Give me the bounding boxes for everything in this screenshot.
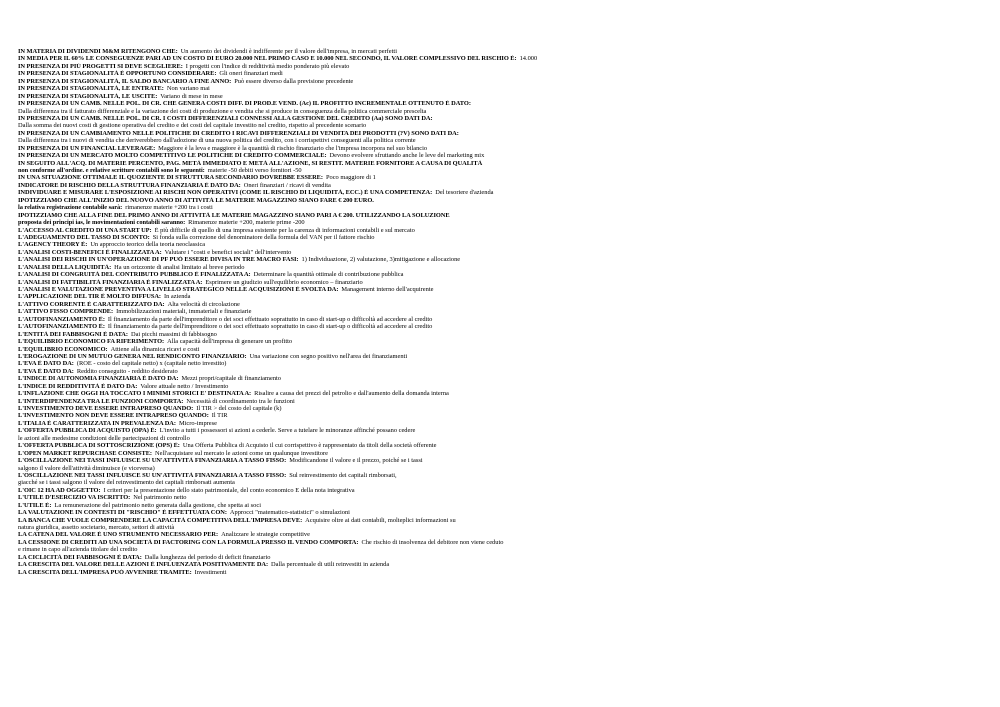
answer-text: materie -50 debiti verso fornitori -50 (207, 167, 302, 174)
answer-text: Attiene alla dinamica ricavi e costi (110, 345, 200, 353)
document-line (18, 487, 986, 494)
question-text: IN PRESENZA DI STAGIONALITÀ È OPPORTUNO CONSIDERARE: (18, 70, 217, 78)
document-line (18, 197, 986, 204)
answer-text: I criteri per la presentazione dello stato patrimoniale, del conto economico E della nota integrativa (103, 486, 355, 494)
answer-text: Analizzare le strategie competitive (221, 531, 310, 539)
question-text: IN PRESENZA DI STAGIONALITÀ, LE USCITE: (18, 92, 158, 100)
document-line (18, 398, 986, 405)
question-text: L'ATTIVO CORRENTE È CARATTERIZZATO DA: (18, 300, 165, 308)
document-line (18, 450, 986, 457)
document-line (18, 271, 986, 278)
document-line (18, 442, 986, 449)
document-line (18, 494, 986, 501)
answer-text: Dalla differenza tra i nuovi di vendita che deriverebbero dall'adozione di una nuova politica del credito, con i corrispettivi conseguenti alla politica corrente (18, 137, 416, 145)
question-text: L'AGENCY THEORY È: (18, 241, 88, 249)
answer-text: Micro-imprese (178, 419, 217, 427)
question-text: L'UTILE È: (18, 501, 52, 509)
document-line (18, 160, 986, 167)
answer-text: natura giuridica, assetto societario, mercato, settori di attività (18, 524, 175, 531)
answer-text: Il TIR (211, 412, 228, 420)
question-text: L'ENTITÀ DEI FABBISOGNI È DATA: (18, 330, 128, 338)
document-line (18, 249, 986, 256)
answer-text: In azienda (164, 293, 191, 301)
question-text: L'EQUILIBRIO ECONOMICO FA RIFERIMENTO: (18, 338, 165, 346)
answer-text: Esprimere un giudizio sull'equilibrio economico – finanziario (205, 278, 363, 286)
document-line (18, 241, 986, 248)
document-line (18, 167, 986, 174)
document-line (18, 546, 986, 553)
question-text: LA VALUTAZIONE IN CONTESTI DI "RISCHIO" È EFFETTUATA CON: (18, 509, 227, 517)
answer-text: Sul reinvestimento dei capitali rimborsati, (289, 471, 397, 479)
document-line (18, 85, 986, 92)
document-line (18, 316, 986, 323)
answer-text: giacché se i tassi salgono il valore del reinvestimento dei capitali rimborsati aumenta (18, 479, 235, 487)
document-line (18, 427, 986, 434)
question-text: non conforme all'ordine. e relative scritture contabili sono le seguenti: (18, 167, 205, 174)
document-line (18, 479, 986, 486)
question-text: L'OPEN MARKET REPURCHASE CONSISTE: (18, 449, 153, 457)
question-text: IN PRESENZA DI UN FINANCIAL LEVERAGE: (18, 144, 156, 152)
answer-text: Il finanziamento da parte dell'imprenditore o dei soci effettuato soprattutto in caso di start-up o difficoltà ad accedere al credito (107, 315, 433, 323)
question-text: LA CRESCITA DEL VALORE DELLE AZIONI È INFLUENZATA POSITIVAMENTE DA: (18, 561, 269, 569)
question-text: L'ITALIA È CARATTERIZZATA IN PREVALENZA DA: (18, 419, 176, 427)
answer-text: Mezzi propri/capitale di finanziamento (181, 375, 281, 383)
question-text: L'INDICE DI REDDITIVITÀ È DATO DA: (18, 382, 138, 390)
answer-text: Il finanziamento da parte dell'imprenditore o dei soci effettuato soprattutto in caso di start-up o difficoltà ad accedere al credito (107, 323, 433, 331)
document-line (18, 130, 986, 137)
answer-text: Dalla differenza tra il fatturato differenziale e la variazione dei costi di produzione e vendita che si produce in conseguenza della politica commerciale prescelta (18, 107, 427, 115)
question-text: INDIVIDUARE E MISURARE L'ESPOSIZIONE AI RISCHI NON OPERATIVI (COME IL RISCHIO DI LIQUIDITÀ, ECC.) È UNA COMPETENZA: (18, 189, 433, 197)
answer-text: Acquisire oltre ai dati contabili, molteplici informazioni su (305, 516, 456, 524)
answer-text: Valore attuale netto / Investimento (140, 382, 229, 390)
question-text: LA BANCA CHE VUOLE COMPRENDERE LA CAPACITÀ COMPETITIVA DELL'IMPRESA DEVE: (18, 516, 303, 524)
answer-text: Oneri finanziari / ricavi di vendita (243, 181, 331, 189)
answer-text: 14.000 (519, 55, 538, 63)
document-line (18, 323, 986, 330)
document-line (18, 509, 986, 516)
document-line (18, 353, 986, 360)
document-line (18, 420, 986, 427)
answer-text: Approcci "matematico-statistici" o simulazioni (229, 509, 350, 517)
document-line (18, 100, 986, 107)
document-line (18, 293, 986, 300)
document-line (18, 48, 986, 55)
question-text: L'ANALISI DI CONGRUITÀ DEL CONTRIBUTO PUBBLICO È FINALIZZATA A: (18, 271, 251, 279)
question-text: IN MATERIA DI DIVIDENDI M&M RITENGONO CHE: (18, 48, 178, 55)
question-text: INDICATORE DI RISCHIO DELLA STRUTTURA FINANZIARIA È DATO DA: (18, 181, 241, 189)
question-text: IN PRESENZA DI UN CAMB. NELLE POL. DI CR. CHE GENERA COSTI DIFF. DI PROD.E VEND. (Ac) IL PROFITTO INCREMENTALE OTTENUTO È DATO: (18, 100, 471, 108)
question-text: LA CESSIONE DI CREDITI AD UNA SOCIETÀ DI FACTORING CON LA FORMULA PRESSO IL VENDO COMPORTA: (18, 538, 359, 546)
answer-text: Variano di mese in mese (160, 92, 223, 100)
document-line (18, 78, 986, 85)
document-line (18, 531, 986, 538)
question-text: L'OSCILLAZIONE NEI TASSI INFLUISCE SU UN'ATTIVITÀ FINANZIARIA A TASSO FISSO: (18, 471, 287, 479)
document-line (18, 55, 986, 62)
document-line (18, 219, 986, 226)
document-line (18, 368, 986, 375)
answer-text: Una Offerta Pubblica di Acquisto il cui corrispettivo è rappresentato da titoli della società offerente (182, 442, 437, 450)
answer-text: Un aumento dei dividendi è indifferente per il valore dell'impresa, in mercati perfetti (180, 48, 397, 55)
document-line (18, 204, 986, 211)
document-line (18, 182, 986, 189)
question-text: L'INVESTIMENTO NON DEVE ESSERE INTRAPRESO QUANDO: (18, 412, 209, 420)
document-line (18, 539, 986, 546)
question-text: L'UTILE D'ESERCIZIO VA ISCRITTO: (18, 494, 131, 502)
document-line (18, 554, 986, 561)
answer-text: Del tesoriere d'azienda (435, 189, 494, 197)
answer-text: Determinare la quantità ottimale di contribuzione pubblica (253, 271, 404, 279)
question-text: L'INTERDIPENDENZA TRA LE FUNZIONI COMPORTA: (18, 397, 184, 405)
document-line (18, 122, 986, 129)
answer-text: Non variano mai (166, 85, 210, 93)
document-line (18, 412, 986, 419)
question-text: IN PRESENZA DI UN CAMBIAMENTO NELLE POLITICHE DI CREDITO I RICAVI DIFFERENZIALI DI VENDITA DEI PRODOTTI (?V) SONO DATI DA: (18, 129, 459, 137)
document-line (18, 502, 986, 509)
document-body (18, 48, 986, 576)
answer-text: rimanenze materie +200 tra i costi (125, 204, 213, 212)
document-line (18, 174, 986, 181)
document-line (18, 472, 986, 479)
question-text: L'ANALISI DEI RISCHI IN UN'OPERAZIONE DI PF PUÒ ESSERE DIVISA IN TRE MACRO FASI: (18, 256, 299, 264)
answer-text: Necessità di coordinamento tra le funzioni (186, 397, 295, 405)
answer-text: Ha un orizzonte di analisi limitato al breve periodo (114, 263, 245, 271)
document-line (18, 108, 986, 115)
document-line (18, 435, 986, 442)
question-text: L'AUTOFINANZIAMENTO È: (18, 323, 105, 331)
question-text: L'ANALISI COSTI-BENEFICI È FINALIZZATA A: (18, 248, 162, 256)
question-text: L'EVA È DATO DA: (18, 367, 74, 375)
answer-text: Che rischio di insolvenza del debitore non viene ceduto (361, 538, 504, 546)
answer-text: Rimanenze materie +200, materie prime -200 (188, 219, 305, 227)
document-line (18, 524, 986, 531)
question-text: IN PRESENZA DI UN MERCATO MOLTO COMPETITIVO LE POLITICHE DI CREDITO COMMERCIALE: (18, 152, 327, 160)
answer-text: Valutare i "costi e benefici sociali" dell'intervento (164, 248, 292, 256)
answer-text: Gli oneri finanziari medi (219, 70, 283, 78)
document-line (18, 561, 986, 568)
answer-text: La remunerazione del patrimonio netto generata dalla gestione, che spetta ai soci (54, 501, 261, 509)
document-line (18, 308, 986, 315)
document-line (18, 457, 986, 464)
document-line (18, 63, 986, 70)
document-line (18, 145, 986, 152)
question-text: L'EROGAZIONE DI UN MUTUO GENERA NEL RENDICONTO FINANZIARIO: (18, 352, 247, 360)
document-line (18, 227, 986, 234)
answer-text: Dai picchi massimi di fabbisogno (130, 330, 217, 338)
document-line (18, 234, 986, 241)
question-text: IN MEDIA PER IL 60% LE CONSEGUENZE PARI AD UN COSTO DI EURO 20.000 NEL PRIMO CASO E 10.000 NEL SECONDO, IL VALORE COMPLESSIVO DEL RISCHIO È: (18, 55, 517, 63)
answer-text: Investimenti (194, 568, 227, 576)
answer-text: Un approccio teorico della teoria neoclassica (90, 241, 206, 249)
document-line (18, 286, 986, 293)
document-line (18, 152, 986, 159)
question-text: L'ADEGUAMENTO DEL TASSO DI SCONTO: (18, 233, 150, 241)
document-line (18, 375, 986, 382)
question-text: L'INVESTIMENTO DEVE ESSERE INTRAPRESO QUANDO: (18, 405, 194, 412)
answer-text: Una variazione con segno positivo nell'area dei finanziamenti (249, 352, 408, 360)
document-line (18, 115, 986, 122)
question-text: L'OFFERTA PUBBLICA DI SOTTOSCRIZIONE (OPS) È: (18, 442, 180, 450)
answer-text: Devono evolvere sfruttando anche le leve del marketing mix (329, 152, 485, 160)
answer-text: Il TIR > del costo del capitale (k) (196, 405, 282, 412)
question-text: LA CRESCITA DELL'IMPRESA PUÒ AVVENIRE TRAMITE: (18, 568, 192, 576)
question-text: LA CATENA DEL VALORE È UNO STRUMENTO NECESSARIO PER: (18, 531, 219, 539)
answer-text: Alla capacità dell'impresa di generare un profitto (167, 338, 293, 346)
document-line (18, 301, 986, 308)
answer-text: (ROE - costo del capitale netto) x (capitale netto investito) (76, 360, 227, 368)
document-line (18, 569, 986, 576)
question-text: L'OSCILLAZIONE NEI TASSI INFLUISCE SU UN'ATTIVITÀ FINANZIARIA A TASSO FISSO: (18, 457, 287, 465)
document-line (18, 93, 986, 100)
document-line (18, 383, 986, 390)
answer-text: Nel patrimonio netto (133, 494, 187, 502)
answer-text: Modificandone il valore e il prezzo, poiché se i tassi (289, 457, 423, 465)
question-text: L'ANALISI DI FATTIBILITÀ FINANZIARIA È FINALIZZATA A: (18, 278, 203, 286)
question-text: IN PRESENZA DI PIÙ PROGETTI SI DEVE SCEGLIERE: (18, 62, 183, 70)
document-line (18, 517, 986, 524)
answer-text: Può essere diverso dalla previsione precedente (234, 77, 354, 85)
answer-text: Risalire a causa dei prezzi del petrolio e dall'aumento della domanda interna (254, 390, 449, 398)
answer-text: e rimane in capo all'azienda titolare del credito (18, 546, 138, 554)
question-text: L'EQUILIBRIO ECONOMICO: (18, 345, 108, 353)
answer-text: Alta velocità di circolazione (167, 300, 240, 308)
question-text: L'OFFERTA PUBBLICA DI ACQUISTO (OPA) È: (18, 427, 157, 435)
answer-text: salgono il valore dell'attività diminuisce (e viceversa) (18, 464, 155, 472)
answer-text: le azioni alle medesime condizioni delle partecipazioni di controllo (18, 434, 190, 442)
question-text: L'ANALISI E VALUTAZIONE PREVENTIVA A LIVELLO STRATEGICO NELLE ACQUISIZIONI È SVOLTA DA: (18, 286, 339, 293)
question-text: IN UNA SITUAZIONE OTTIMALE IL QUOZIENTE DI STRUTTURA SECONDARIO DOVREBBE ESSERE: (18, 174, 323, 182)
question-text: L'INFLAZIONE CHE OGGI HA TOCCATO I MINIMI STORICI E' DESTINATA A: (18, 390, 252, 398)
document-line (18, 338, 986, 345)
document-line (18, 137, 986, 144)
answer-text: I progetti con l'indice di redditività medio ponderato più elevato (185, 62, 350, 70)
question-text: IPOTIZZIAMO CHE ALLA FINE DEL PRIMO ANNO DI ATTIVITÀ LE MATERIE MAGAZZINO SIANO PARI A € 200. UTILIZZANDO LA SOLUZIONE (18, 211, 450, 219)
question-text: L'INDICE DI AUTONOMIA FINANZIARIA È DATO DA: (18, 375, 179, 383)
question-text: L'EVA È DATO DA: (18, 360, 74, 368)
answer-text: Maggiore è la leva e maggiore è la quantità di rischio finanziario che l'impresa incorpora nel suo bilancio (158, 144, 428, 152)
answer-text: 1) Individuazione, 2) valutazione, 3)mitigazione e allocazione (301, 256, 461, 264)
document-line (18, 70, 986, 77)
question-text: L'ANALISI DELLA LIQUIDITÀ: (18, 263, 112, 271)
answer-text: Nell'acquistare sul mercato le azioni come un qualunque investitore (155, 449, 328, 457)
answer-text: Poco maggiore di 1 (325, 174, 376, 182)
question-text: L'OIC 12 HA AD OGGETTO: (18, 486, 101, 494)
question-text: L'ATTIVO FISSO COMPRENDE: (18, 308, 114, 316)
question-text: proposta dei principi ias, le movimentazioni contabili saranno: (18, 219, 186, 227)
document-line (18, 390, 986, 397)
document-line (18, 360, 986, 367)
question-text: L'ACCESSO AL CREDITO DI UNA START UP: (18, 226, 152, 234)
document-line (18, 256, 986, 263)
question-text: IN PRESENZA DI STAGIONALITÀ, LE ENTRATE: (18, 85, 164, 93)
answer-text: Dalla lunghezza del periodo di deficit finanziario (144, 553, 271, 561)
question-text: la relativa registrazione contabile sarà: (18, 204, 123, 212)
document-line (18, 405, 986, 412)
document-line (18, 189, 986, 196)
answer-text: È più difficile di quello di una impresa esistente per la carenza di informazioni contabili e sul mercato (154, 226, 415, 234)
document-line (18, 331, 986, 338)
answer-text: Management interno dell'acquirente (341, 286, 434, 293)
answer-text: L'invito a tutti i possessori si azioni a cederle. Serve a tutelare le minoranze affinché possano cedere (159, 427, 416, 435)
question-text: L'APPLICAZIONE DEL TIR È MOLTO DIFFUSA: (18, 293, 161, 301)
answer-text: Dalla percentuale di utili reinvestiti in azienda (271, 561, 390, 569)
question-text: LA CICLICITÀ DEI FABBISOGNI È DATA: (18, 553, 142, 561)
question-text: L'AUTOFINANZIAMENTO È: (18, 315, 105, 323)
document-line (18, 465, 986, 472)
answer-text: Dalla somma dei nuovi costi di gestione operativa del credito e dei costi del capitale investito nel credito, rispetto al precedente scenario (18, 122, 367, 130)
document-line (18, 212, 986, 219)
answer-text: Si fonda sulla correzione del denominatore della formula del VAN per il fattore rischio (152, 233, 375, 241)
document-line (18, 279, 986, 286)
answer-text: Immobilizzazioni materiali, immateriali e finanziarie (116, 308, 252, 316)
document-line (18, 264, 986, 271)
question-text: IN SEGUITO ALL'ACQ. DI MATERIE PERCENTO, PAG. METÀ IMMEDIATO E METÀ ALL'AZIONE, SI RESTIT. MATERIE FORNITORE A CAUSA DI QUALITÀ (18, 159, 483, 167)
question-text: IN PRESENZA DI UN CAMB. NELLE POL. DI CR. I COSTI DIFFERENZIALI CONNESSI ALLA GESTIONE DEL CREDITO (Aa) SONO DATI DA: (18, 114, 433, 122)
question-text: IN PRESENZA DI STAGIONALITÀ, IL SALDO BANCARIO A FINE ANNO: (18, 77, 232, 85)
document-line (18, 346, 986, 353)
answer-text: Reddito conseguito - reddito desiderato (76, 367, 178, 375)
question-text: IPOTIZZIAMO CHE ALL'INIZIO DEL NUOVO ANNO DI ATTIVITÀ LE MATERIE MAGAZZINO SIANO FARE € 200 EURO. (18, 196, 374, 204)
